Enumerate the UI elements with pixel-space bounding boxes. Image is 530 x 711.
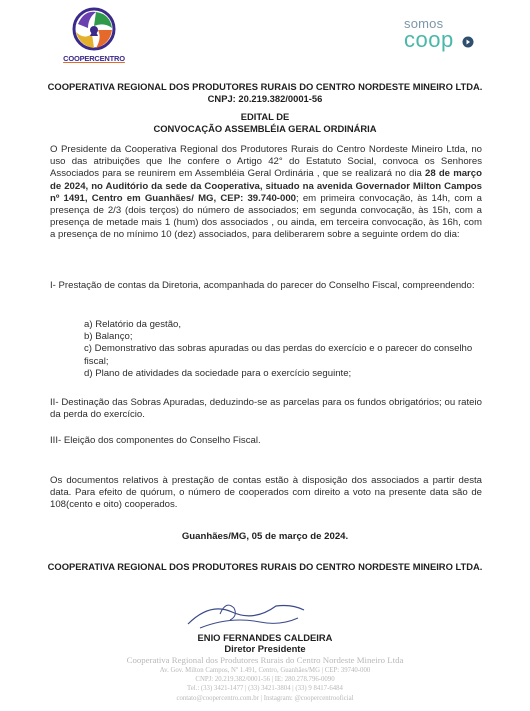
coopercentro-emblem-icon [58, 4, 130, 56]
footer-contact: contato@coopercentro.com.br | Instagram: @coopercentrooficial [176, 695, 354, 702]
signer-name: ENIO FERNANDES CALDEIRA [197, 632, 333, 643]
footer-cnpj: CNPJ: 20.219.382/0001-56 | IE: 280.278.796-0090 [195, 676, 335, 683]
footer-org-name: Cooperativa Regional dos Produtores Rurais do Centro Nordeste Mineiro Ltda [126, 655, 404, 665]
intro-text-part2: ; em primeira convocação, às 14h, com a presença de 2/3 (dois terços) do número de associados; em segunda convocação, às 15h, com a presença de metade mais 1 (hum) dos associados , ou ainda, em terceira convocação, às 16h, com a presença de no mínimo 10 (dez) associados, para deliberarem sobre a seguinte ordem do dia: [50, 192, 482, 241]
brand-name-left: COOPERCENTRO [63, 54, 125, 63]
footer-address: Av. Gov. Milton Campos, Nº 1.491, Centro, Guanhães/MG | CEP: 39740-000 [159, 667, 371, 674]
convocation-heading: CONVOCAÇÃO ASSEMBLÉIA GERAL ORDINÁRIA [153, 123, 377, 134]
agenda-subitem: c) Demonstrativo das sobras apuradas ou das perdas do exercício e o parecer do conselho fiscal; [84, 343, 473, 367]
date-place: Guanhães/MG, 05 de março de 2024. [181, 531, 349, 542]
agenda-subitem: a) Relatório da gestão, [84, 319, 182, 330]
signer-role: Diretor Presidente [224, 643, 306, 654]
intro-meeting-details: 28 de março de 2024, no Auditório da sede da Cooperativa, situado na avenida Governador Milton Campos nº 1491, Centro em Guanhães/ MG, CEP: 39.740-000 [50, 168, 482, 204]
brand-coop-text: coop [404, 27, 454, 52]
org-signoff: COOPERATIVA REGIONAL DOS PRODUTORES RURAIS DO CENTRO NORDESTE MINEIRO LTDA. [47, 561, 483, 572]
handwritten-signature [180, 594, 310, 634]
brand-somos-text: somos [404, 16, 444, 31]
coop-arrow-icon [462, 36, 474, 48]
agenda-item-3: III- Eleição dos componentes do Conselho Fiscal. [50, 435, 261, 446]
cnpj: CNPJ: 20.219.382/0001-56 [207, 93, 323, 104]
documents-paragraph: Os documentos relativos à prestação de contas estão à disposição dos associados a partir desta data. Para efeito de quórum, o número de cooperados com direito a voto na presente data são de 108(cento e oito) cooperados. [50, 475, 482, 511]
edital-heading: EDITAL DE [240, 111, 290, 122]
footer-phones: Tel.: (33) 3421-1477 | (33) 3421-3804 | (33) 9 8417-6484 [187, 685, 343, 692]
somos-coop-logo [404, 16, 474, 56]
intro-text-part1: O Presidente da Cooperativa Regional dos Produtores Rurais do Centro Nordeste Mineiro Ltda, no uso das atribuições que lhe confere o Artigo 42° do Estatuto Social, convoca os Senhores Associados para se reunirem em Assembléia Geral Ordinária , que se realizará no dia [50, 144, 482, 180]
agenda-subitems [84, 319, 484, 380]
agenda-subitem: b) Balanço; [84, 331, 133, 343]
org-title: COOPERATIVA REGIONAL DOS PRODUTORES RURAIS DO CENTRO NORDESTE MINEIRO LTDA. [47, 81, 483, 92]
coopercentro-logo [58, 4, 130, 66]
agenda-item-2: II- Destinação das Sobras Apuradas, deduzindo-se as parcelas para os fundos obrigatórios; ou rateio da perda do exercício. [50, 397, 482, 421]
agenda-item-1: I- Prestação de contas da Diretoria, acompanhada do parecer do Conselho Fiscal, compreendendo: [50, 280, 475, 291]
agenda-subitem: d) Plano de atividades da sociedade para o exercício seguinte; [84, 367, 352, 379]
intro-paragraph [50, 144, 482, 242]
